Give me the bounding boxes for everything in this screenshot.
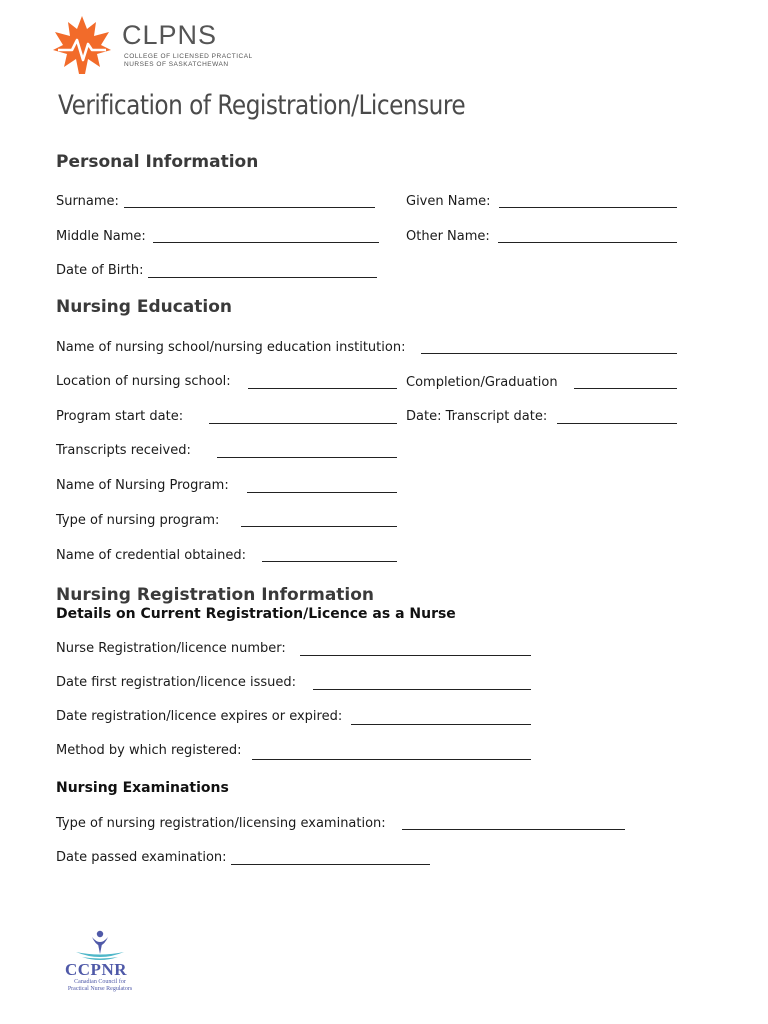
expiry-label: Date registration/licence expires or expired: xyxy=(56,709,343,724)
registration-method-field[interactable] xyxy=(252,759,531,760)
registration-method-label: Method by which registered: xyxy=(56,743,242,758)
section-heading-education: Nursing Education xyxy=(56,297,233,317)
footer-brand: CCPNR xyxy=(65,960,127,979)
program-start-field[interactable] xyxy=(209,423,397,424)
exam-type-label: Type of nursing registration/licensing examination: xyxy=(56,816,386,831)
clpns-logo xyxy=(52,14,112,76)
brand-name: CLPNS xyxy=(122,20,218,50)
expiry-field[interactable] xyxy=(351,724,531,725)
person-figure-icon xyxy=(62,928,138,962)
dob-label: Date of Birth: xyxy=(56,263,144,278)
first-issued-field[interactable] xyxy=(313,689,531,690)
other-name-field[interactable] xyxy=(498,242,677,243)
maple-leaf-icon xyxy=(52,14,112,76)
completion-field[interactable] xyxy=(574,388,677,389)
exam-date-label: Date passed examination: xyxy=(56,850,227,865)
program-start-label: Program start date: xyxy=(56,409,184,424)
page-title: Verification of Registration/Licensure xyxy=(58,90,466,121)
credential-label: Name of credential obtained: xyxy=(56,548,247,563)
transcript-date-field[interactable] xyxy=(557,423,677,424)
footer-subtitle-line-2: Practical Nurse Regulators xyxy=(67,986,133,992)
first-issued-label: Date first registration/licence issued: xyxy=(56,675,297,690)
school-location-label: Location of nursing school: xyxy=(56,374,231,389)
exam-type-field[interactable] xyxy=(402,829,625,830)
registration-number-field[interactable] xyxy=(300,655,531,656)
completion-label: Completion/Graduation xyxy=(406,375,558,390)
middle-name-label: Middle Name: xyxy=(56,229,146,244)
given-name-field[interactable] xyxy=(499,207,677,208)
brand-subtitle-line-1: COLLEGE OF LICENSED PRACTICAL xyxy=(124,53,253,60)
transcripts-received-field[interactable] xyxy=(217,457,397,458)
ccpnr-logo xyxy=(62,928,138,994)
registration-number-label: Nurse Registration/licence number: xyxy=(56,641,286,656)
surname-label: Surname: xyxy=(56,194,119,209)
section-heading-personal: Personal Information xyxy=(56,152,259,172)
program-type-field[interactable] xyxy=(241,526,397,527)
exam-date-field[interactable] xyxy=(231,864,430,865)
footer-subtitle-line-1: Canadian Council for xyxy=(74,979,126,985)
program-name-label: Name of Nursing Program: xyxy=(56,478,229,493)
given-name-label: Given Name: xyxy=(406,194,491,209)
surname-field[interactable] xyxy=(124,207,375,208)
section-heading-exams: Nursing Examinations xyxy=(56,780,229,796)
dob-field[interactable] xyxy=(148,277,377,278)
middle-name-field[interactable] xyxy=(153,242,379,243)
brand-subtitle-line-2: NURSES OF SASKATCHEWAN xyxy=(124,61,229,68)
school-location-field[interactable] xyxy=(248,388,397,389)
registration-subheading: Details on Current Registration/Licence as a Nurse xyxy=(56,606,456,622)
transcripts-received-label: Transcripts received: xyxy=(56,443,191,458)
other-name-label: Other Name: xyxy=(406,229,490,244)
school-name-label: Name of nursing school/nursing education institution: xyxy=(56,340,406,355)
credential-field[interactable] xyxy=(262,561,397,562)
program-name-field[interactable] xyxy=(247,492,397,493)
program-type-label: Type of nursing program: xyxy=(56,513,220,528)
transcript-date-label: Date: Transcript date: xyxy=(406,409,548,424)
section-heading-registration: Nursing Registration Information xyxy=(56,585,375,605)
school-name-field[interactable] xyxy=(421,353,677,354)
